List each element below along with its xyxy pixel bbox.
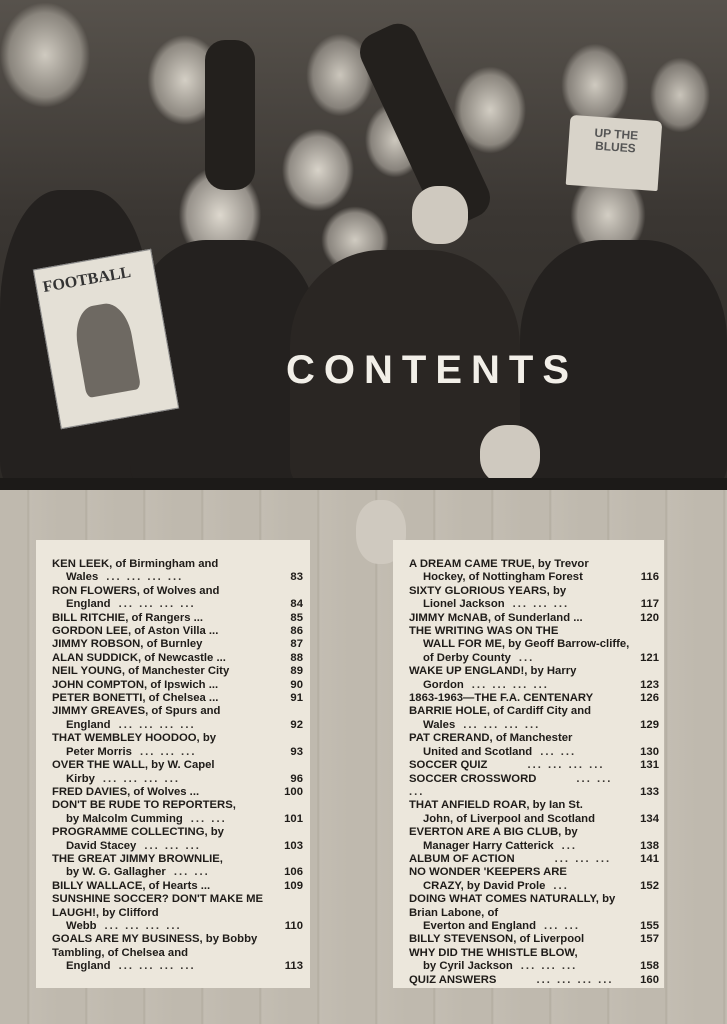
entry-subtitle: CRAZY, by David Prole — [423, 879, 546, 892]
entry-title: JIMMY ROBSON, of Burnley — [52, 638, 203, 651]
entry-page-number: 88 — [290, 651, 303, 664]
entry-leader-dots: ... ... ... ... — [118, 598, 196, 611]
entry-title: PROGRAMME COLLECTING, by — [52, 826, 224, 839]
entry-page-number: 141 — [640, 852, 659, 865]
entry-subtitle: David Stacey — [66, 839, 137, 852]
entry-page-number: 84 — [290, 598, 303, 611]
entry-title: SUNSHINE SOCCER? DON'T MAKE ME LAUGH!, by Clifford — [52, 893, 264, 919]
entry-subtitle: Everton and England — [423, 919, 536, 932]
entry-leader-dots: ... ... — [173, 866, 210, 879]
contents-entry — [52, 679, 303, 692]
entry-leader-dots: ... — [553, 879, 569, 892]
entry-title: 1863-1963—THE F.A. CENTENARY — [409, 692, 594, 705]
contents-entry — [52, 933, 303, 973]
entry-title: BILL RITCHIE, of Rangers ... — [52, 611, 204, 624]
contents-entry — [52, 799, 303, 826]
entry-page-number: 116 — [640, 571, 659, 584]
entry-page-number: 121 — [640, 651, 659, 664]
entry-title: GORDON LEE, of Aston Villa ... — [52, 625, 219, 638]
contents-entry — [409, 893, 659, 933]
entry-leader-dots: ... ... — [540, 745, 577, 758]
entry-leader-dots: ... ... ... ... — [118, 960, 196, 973]
entry-page-number: 131 — [640, 759, 659, 772]
entry-title: NO WONDER 'KEEPERS ARE — [409, 866, 567, 879]
contents-entry — [52, 732, 303, 759]
entry-subtitle: Hockey, of Nottingham Forest — [423, 571, 583, 584]
entry-subtitle: Lionel Jackson — [423, 598, 505, 611]
entry-page-number: 87 — [290, 638, 303, 651]
contents-entry — [409, 612, 659, 625]
entry-title: SOCCER QUIZ — [409, 759, 488, 772]
crowd-photo — [0, 0, 727, 490]
contents-entry — [409, 866, 659, 893]
entry-title: ALAN SUDDICK, of Newcastle ... — [52, 651, 226, 664]
contents-entry — [52, 786, 303, 799]
entry-title: FRED DAVIES, of Wolves ... — [52, 785, 200, 798]
contents-entry — [52, 692, 303, 705]
entry-leader-dots: ... ... ... ... — [118, 718, 196, 731]
entry-subtitle: Manager Harry Catterick — [423, 839, 554, 852]
page-title: CONTENTS — [286, 348, 578, 392]
contents-entry — [409, 933, 659, 946]
contents-entry — [52, 638, 303, 651]
contents-entry — [52, 880, 303, 893]
entry-title: RON FLOWERS, of Wolves and — [52, 584, 220, 597]
entry-page-number: 129 — [640, 718, 659, 731]
entry-title: PETER BONETTI, of Chelsea ... — [52, 692, 219, 705]
entry-title: JOHN COMPTON, of Ipswich ... — [52, 678, 219, 691]
contents-entry — [52, 893, 303, 933]
entry-leader-dots: ... ... ... — [409, 772, 613, 798]
contents-entry — [52, 558, 303, 585]
contents-entry — [409, 692, 659, 705]
entry-title: BILLY STEVENSON, of Liverpool — [409, 933, 585, 946]
contents-entry — [52, 625, 303, 638]
raised-arm — [205, 40, 255, 190]
entry-page-number: 157 — [640, 933, 659, 946]
entry-page-number: 103 — [284, 839, 303, 852]
entry-title: WHY DID THE WHISTLE BLOW, — [409, 946, 578, 959]
entry-page-number: 110 — [284, 919, 303, 932]
entry-title: KEN LEEK, of Birmingham and — [52, 558, 219, 570]
entry-title: A DREAM CAME TRUE, by Trevor — [409, 558, 589, 570]
entry-subtitle: England — [66, 718, 111, 731]
entry-page-number: 96 — [290, 772, 303, 785]
contents-entry — [52, 652, 303, 665]
entry-page-number: 160 — [640, 973, 659, 986]
hand-on-rail — [480, 425, 540, 485]
entry-subtitle: England — [66, 598, 111, 611]
entry-title: PAT CRERAND, of Manchester — [409, 732, 573, 745]
entry-leader-dots: ... ... ... ... — [527, 759, 605, 772]
entry-title: QUIZ ANSWERS — [409, 973, 497, 986]
entry-page-number: 126 — [640, 692, 659, 705]
contents-entry — [409, 665, 659, 692]
entry-title: ALBUM OF ACTION — [409, 852, 515, 865]
waving-hand — [412, 186, 468, 244]
contents-entry — [52, 585, 303, 612]
entry-title: JIMMY McNAB, of Sunderland ... — [409, 611, 583, 624]
entry-title: THE WRITING WAS ON THE — [409, 625, 559, 638]
entry-title: GOALS ARE MY BUSINESS, by Bobby Tambling, of Chelsea and — [52, 933, 258, 959]
entry-subtitle: England — [66, 960, 111, 973]
entry-title: THAT ANFIELD ROAR, by Ian St. — [409, 799, 583, 812]
entry-leader-dots: ... ... ... — [144, 839, 201, 852]
entry-subtitle: by W. G. Gallagher — [66, 866, 166, 879]
contents-entry — [52, 853, 303, 880]
contents-entry — [409, 853, 659, 866]
entry-page-number: 138 — [640, 839, 659, 852]
contents-entry — [409, 558, 659, 585]
entry-subtitle: Kirby — [66, 772, 95, 785]
entry-page-number: 86 — [290, 625, 303, 638]
entry-page-number: 100 — [284, 785, 303, 798]
entry-subtitle: Wales — [423, 718, 456, 731]
entry-leader-dots: ... ... ... — [520, 960, 578, 973]
entry-page-number: 83 — [290, 571, 303, 584]
entry-title: OVER THE WALL, by W. Capel — [52, 759, 215, 772]
entry-page-number: 89 — [290, 665, 303, 678]
entry-page-number: 123 — [640, 678, 659, 691]
entry-leader-dots: ... ... ... ... — [463, 718, 541, 731]
entry-leader-dots: ... — [561, 839, 578, 852]
entry-subtitle: John, of Liverpool and Scotland — [423, 812, 595, 825]
contents-entry — [409, 773, 659, 800]
entry-page-number: 109 — [284, 879, 303, 892]
entry-subtitle: Wales — [66, 571, 99, 584]
entry-title: WAKE UP ENGLAND!, by Harry — [409, 665, 577, 678]
entry-title: SOCCER CROSSWORD — [409, 772, 537, 785]
contents-panel-right — [393, 540, 664, 988]
entry-page-number: 133 — [640, 785, 659, 798]
contents-entry — [409, 947, 659, 974]
entry-page-number: 92 — [290, 718, 303, 731]
entry-subtitle: Peter Morris — [66, 745, 132, 758]
entry-page-number: 134 — [640, 812, 659, 825]
entry-page-number: 113 — [284, 960, 303, 973]
entry-title: DOING WHAT COMES NATURALLY, by Brian Labone, of — [409, 893, 616, 919]
entry-page-number: 152 — [640, 879, 659, 892]
entry-title: BARRIE HOLE, of Cardiff City and — [409, 705, 592, 718]
programme-title: FOOTBALL — [41, 263, 133, 297]
entry-page-number: 90 — [290, 678, 303, 691]
contents-entry — [52, 612, 303, 625]
entry-leader-dots: ... ... — [190, 812, 227, 825]
entry-page-number: 93 — [290, 745, 303, 758]
entry-title: THE GREAT JIMMY BROWNLIE, — [52, 852, 223, 865]
entry-page-number: 91 — [290, 692, 303, 705]
entry-leader-dots: ... ... ... ... — [106, 571, 184, 584]
entry-subtitle: WALL FOR ME, by Geoff Barrow-cliffe, of Derby County — [423, 638, 630, 664]
entry-page-number: 158 — [640, 960, 659, 973]
entry-page-number: 117 — [640, 598, 659, 611]
contents-entry — [52, 759, 303, 786]
entry-title: THAT WEMBLEY HOODOO, by — [52, 732, 217, 745]
programme-figure — [71, 300, 141, 398]
contents-entry — [409, 705, 659, 732]
entry-leader-dots: ... ... ... — [554, 852, 612, 865]
contents-entry — [409, 759, 659, 772]
entry-page-number: 130 — [640, 745, 659, 758]
contents-entry — [409, 799, 659, 826]
entry-page-number: 120 — [640, 611, 659, 624]
cap-text: UP THE BLUES — [593, 125, 639, 156]
entry-title: DON'T BE RUDE TO REPORTERS, — [52, 799, 236, 812]
wall-rail — [0, 478, 727, 490]
contents-entry — [52, 705, 303, 732]
entry-title: NEIL YOUNG, of Manchester City — [52, 665, 230, 678]
entry-leader-dots: ... ... ... — [512, 598, 570, 611]
entry-subtitle: United and Scotland — [423, 745, 533, 758]
entry-title: SIXTY GLORIOUS YEARS, by — [409, 584, 567, 597]
contents-entry — [409, 826, 659, 853]
entry-title: EVERTON ARE A BIG CLUB, by — [409, 826, 578, 839]
entry-leader-dots: ... ... ... — [139, 745, 197, 758]
contents-entry — [52, 665, 303, 678]
entry-page-number: 85 — [290, 611, 303, 624]
entry-subtitle: Gordon — [423, 678, 464, 691]
entry-subtitle: Webb — [66, 919, 97, 932]
entry-leader-dots: ... ... ... ... — [104, 919, 182, 932]
contents-entry — [409, 625, 659, 665]
entry-leader-dots: ... ... — [543, 919, 580, 932]
entry-leader-dots: ... ... ... ... — [102, 772, 180, 785]
contents-list-right — [409, 558, 659, 987]
contents-entry — [52, 826, 303, 853]
entry-page-number: 155 — [640, 919, 659, 932]
entry-leader-dots: ... ... ... ... — [471, 678, 549, 691]
entry-leader-dots: ... — [518, 651, 535, 664]
entry-page-number: 101 — [284, 812, 303, 825]
contents-list-left — [52, 558, 303, 974]
contents-panel-left — [36, 540, 310, 988]
entry-leader-dots: ... ... ... ... — [536, 973, 614, 986]
fan-cap — [566, 115, 663, 191]
contents-entry — [409, 585, 659, 612]
contents-entry — [409, 974, 659, 987]
contents-entry — [409, 732, 659, 759]
entry-title: BILLY WALLACE, of Hearts ... — [52, 879, 211, 892]
entry-subtitle: by Cyril Jackson — [423, 960, 513, 973]
entry-page-number: 106 — [284, 866, 303, 879]
entry-subtitle: by Malcolm Cumming — [66, 812, 183, 825]
entry-title: JIMMY GREAVES, of Spurs and — [52, 705, 221, 718]
